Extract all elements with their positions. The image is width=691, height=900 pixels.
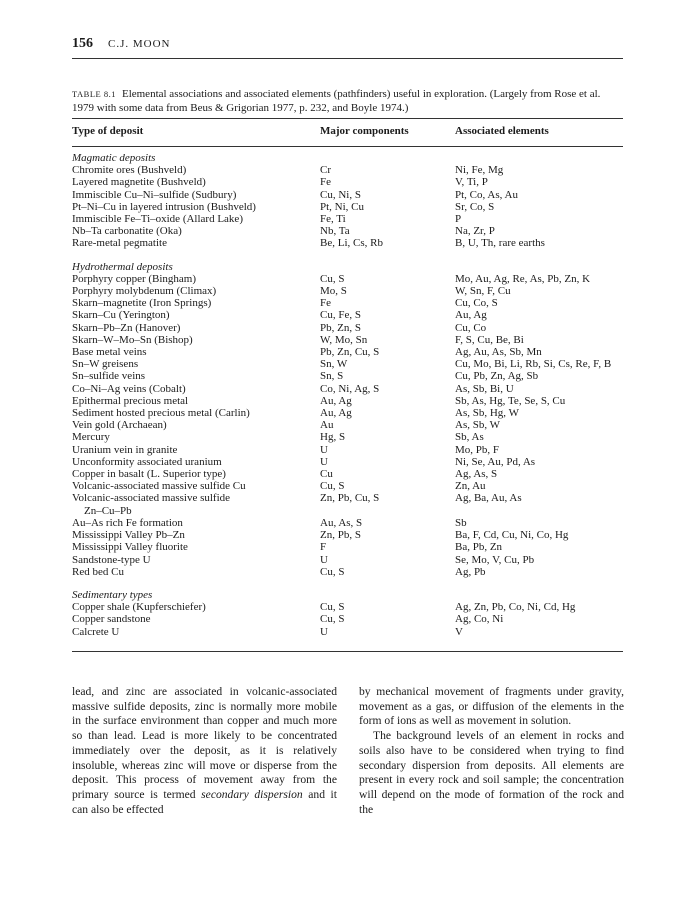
table-group xyxy=(72,152,632,250)
major-components-cell: Cu, S xyxy=(320,601,345,614)
associated-elements-cell: Se, Mo, V, Cu, Pb xyxy=(455,553,535,566)
major-components-cell: Be, Li, Cs, Rb xyxy=(320,237,383,250)
major-components-cell: Zn, Pb, S xyxy=(320,529,361,542)
associated-elements-cell: Ag, Co, Ni xyxy=(455,613,504,626)
deposit-type-cell: Immiscible Cu–Ni–sulfide (Sudbury) xyxy=(72,188,237,201)
table-row xyxy=(72,431,632,443)
table-group xyxy=(72,261,632,578)
table-row xyxy=(72,456,632,468)
group-title: Hydrothermal deposits xyxy=(72,260,173,273)
table-label: TABLE 8.1 xyxy=(72,89,116,99)
associated-elements-cell: Ag, Au, As, Sb, Mn xyxy=(455,346,542,359)
table-row xyxy=(72,529,632,541)
body-text-span: lead, and zinc are associated in volcanic-associated massive sulfide deposits, zinc is normally more mobile in the surface environment than copper and much more so than lead. Lead is more likely to be concentrated immediately over the deposit, as it is relatively insoluble, whereas zinc will move or disperse from the deposit. This process of movement away from the primary source is termed xyxy=(72,685,337,801)
associated-elements-cell: Na, Zr, P xyxy=(455,225,495,238)
table-row xyxy=(72,309,632,321)
major-components-cell: U xyxy=(320,553,328,566)
major-components-cell: Sn, S xyxy=(320,370,344,383)
deposit-type-cell: Volcanic-associated massive sulfide xyxy=(72,492,231,505)
table-row xyxy=(72,383,632,395)
deposit-type-cell: Rare-metal pegmatite xyxy=(72,237,167,250)
associated-elements-cell: Sr, Co, S xyxy=(455,200,495,213)
associated-elements-cell: V xyxy=(455,625,463,638)
associated-elements-cell: V, Ti, P xyxy=(455,176,488,189)
table-row xyxy=(72,626,632,638)
major-components-cell: Pt, Ni, Cu xyxy=(320,200,365,213)
table-row xyxy=(72,225,632,237)
deposit-type-cell: Copper sandstone xyxy=(72,613,151,626)
deposit-type-cell: Skarn–Pb–Zn (Hanover) xyxy=(72,321,181,334)
running-head: C.J. MOON xyxy=(108,38,171,50)
table-header-rule xyxy=(72,146,623,147)
deposit-type-cell: Base metal veins xyxy=(72,346,147,359)
column-header-associated: Associated elements xyxy=(455,125,549,137)
table-row xyxy=(72,213,632,225)
page-number: 156 xyxy=(72,36,93,51)
body-right-column xyxy=(359,685,624,817)
major-components-cell: Cu xyxy=(320,468,333,481)
page-header xyxy=(72,36,623,58)
major-components-cell: Au, Ag xyxy=(320,407,352,420)
deposit-type-cell: Mississippi Valley fluorite xyxy=(72,541,188,554)
deposit-type-cell: Calcrete U xyxy=(72,625,120,638)
table-row xyxy=(72,419,632,431)
table-row xyxy=(72,297,632,309)
table-row xyxy=(72,346,632,358)
table-row xyxy=(72,273,632,285)
deposit-type-cell: Epithermal precious metal xyxy=(72,394,189,407)
deposit-type-cell: Zn–Cu–Pb xyxy=(84,504,132,517)
major-components-cell: Au, Ag xyxy=(320,394,352,407)
deposit-type-cell: Skarn–magnetite (Iron Springs) xyxy=(72,297,212,310)
associated-elements-cell: Pt, Co, As, Au xyxy=(455,188,518,201)
table-row xyxy=(72,164,632,176)
body-paragraph: by mechanical movement of fragments under gravity, movement as a gas, or diffusion of the elements in the form of ions as well as movement in solution. xyxy=(359,685,624,728)
major-components-cell: Pb, Zn, Cu, S xyxy=(320,346,380,359)
major-components-cell: Fe, Ti xyxy=(320,213,346,226)
associated-elements-cell: Ag, As, S xyxy=(455,468,498,481)
table-row xyxy=(72,189,632,201)
major-components-cell: Cu, Fe, S xyxy=(320,309,361,322)
associated-elements-cell: Cu, Co, S xyxy=(455,297,498,310)
major-components-cell: Cu, S xyxy=(320,613,345,626)
major-components-cell: Co, Ni, Ag, S xyxy=(320,382,380,395)
deposit-type-cell: Pt–Ni–Cu in layered intrusion (Bushveld) xyxy=(72,200,256,213)
associated-elements-cell: Ag, Pb xyxy=(455,565,486,578)
table-row xyxy=(72,322,632,334)
table-row xyxy=(72,201,632,213)
column-header-type: Type of deposit xyxy=(72,125,144,137)
associated-elements-cell: Mo, Pb, F xyxy=(455,443,500,456)
major-components-cell: Hg, S xyxy=(320,431,346,444)
associated-elements-cell: B, U, Th, rare earths xyxy=(455,237,545,250)
group-title: Sedimentary types xyxy=(72,588,153,601)
header-rule xyxy=(72,58,623,59)
table-row xyxy=(72,358,632,370)
table-row xyxy=(72,444,632,456)
major-components-cell: Cr xyxy=(320,164,331,177)
associated-elements-cell: Zn, Au xyxy=(455,480,486,493)
table-top-rule xyxy=(72,118,623,119)
deposit-type-cell: Sn–sulfide veins xyxy=(72,370,146,383)
deposit-type-cell: Uranium vein in granite xyxy=(72,443,178,456)
associated-elements-cell: Ba, F, Cd, Cu, Ni, Co, Hg xyxy=(455,529,569,542)
associated-elements-cell: Sb xyxy=(455,516,467,529)
major-components-cell: Au xyxy=(320,419,334,432)
table-row xyxy=(72,601,632,613)
major-components-cell: W, Mo, Sn xyxy=(320,333,368,346)
associated-elements-cell: F, S, Cu, Be, Bi xyxy=(455,333,524,346)
deposit-type-cell: Layered magnetite (Bushveld) xyxy=(72,176,206,189)
major-components-cell: Mo, S xyxy=(320,285,347,298)
deposit-type-cell: Porphyry molybdenum (Climax) xyxy=(72,285,217,298)
table-row xyxy=(72,370,632,382)
deposit-type-cell: Nb–Ta carbonatite (Oka) xyxy=(72,225,182,238)
major-components-cell: U xyxy=(320,455,328,468)
associated-elements-cell: Cu, Co xyxy=(455,321,487,334)
table-row xyxy=(72,285,632,297)
associated-elements-cell: As, Sb, Bi, U xyxy=(455,382,514,395)
group-title: Magmatic deposits xyxy=(72,152,156,164)
associated-elements-cell: As, Sb, Hg, W xyxy=(455,407,519,420)
table-row xyxy=(72,176,632,188)
table-column-headers xyxy=(72,125,623,139)
deposit-type-cell: Chromite ores (Bushveld) xyxy=(72,164,187,177)
major-components-cell: Zn, Pb, Cu, S xyxy=(320,492,380,505)
deposit-type-cell: Mercury xyxy=(72,431,110,444)
table-row xyxy=(72,407,632,419)
major-components-cell: Fe xyxy=(320,297,331,310)
major-components-cell: Cu, S xyxy=(320,272,345,285)
associated-elements-cell: Cu, Pb, Zn, Ag, Sb xyxy=(455,370,539,383)
table-bottom-rule xyxy=(72,651,623,652)
caption-text: Elemental associations and associated elements (pathfinders) useful in exploration. (Largely from Rose et al. 1979 with some data from Beus & Grigorian 1977, p. 232, and Boyle 1974.) xyxy=(72,88,601,114)
deposit-type-cell: Vein gold (Archaean) xyxy=(72,419,167,432)
associated-elements-cell: Ag, Zn, Pb, Co, Ni, Cd, Hg xyxy=(455,601,576,614)
body-text-span: and it can also be effected xyxy=(72,787,338,816)
deposit-type-cell: Sandstone-type U xyxy=(72,553,151,566)
deposit-type-cell: Co–Ni–Ag veins (Cobalt) xyxy=(72,382,186,395)
associated-elements-cell: Ni, Fe, Mg xyxy=(455,164,504,177)
associated-elements-cell: P xyxy=(455,213,462,226)
deposit-type-cell: Unconformity associated uranium xyxy=(72,455,222,468)
associated-elements-cell: Sb, As xyxy=(455,431,484,444)
table-row xyxy=(72,505,632,517)
body-paragraph: The background levels of an element in rocks and soils also have to be considered when trying to find secondary dispersion from deposits. All elements are present in every rock and soil sample; the concentration will depend on the mode of formation of the rock and the xyxy=(359,729,624,816)
body-left-column xyxy=(72,685,337,817)
table-group xyxy=(72,589,632,638)
table-row xyxy=(72,517,632,529)
table-body xyxy=(72,152,632,649)
major-components-cell: Cu, S xyxy=(320,480,345,493)
deposit-type-cell: Sn–W greisens xyxy=(72,358,139,371)
associated-elements-cell: As, Sb, W xyxy=(455,419,501,432)
major-components-cell: Cu, S xyxy=(320,565,345,578)
associated-elements-cell: Mo, Au, Ag, Re, As, Pb, Zn, K xyxy=(455,272,591,285)
deposit-type-cell: Copper in basalt (L. Superior type) xyxy=(72,468,226,481)
deposit-type-cell: Porphyry copper (Bingham) xyxy=(72,272,197,285)
deposit-type-cell: Sediment hosted precious metal (Carlin) xyxy=(72,407,250,420)
table-row xyxy=(72,566,632,578)
table-row xyxy=(72,613,632,625)
deposit-type-cell: Copper shale (Kupferschiefer) xyxy=(72,601,206,614)
table-row xyxy=(72,541,632,553)
column-header-major: Major components xyxy=(320,125,409,137)
table-row xyxy=(72,395,632,407)
table-row xyxy=(72,468,632,480)
major-components-cell: Sn, W xyxy=(320,358,348,371)
deposit-type-cell: Red bed Cu xyxy=(72,565,124,578)
table-row xyxy=(72,334,632,346)
deposit-type-cell: Skarn–Cu (Yerington) xyxy=(72,309,170,322)
major-components-cell: U xyxy=(320,625,328,638)
table-row xyxy=(72,480,632,492)
major-components-cell: F xyxy=(320,541,327,554)
deposit-type-cell: Au–As rich Fe formation xyxy=(72,516,183,529)
table-row xyxy=(72,237,632,249)
table-caption xyxy=(72,87,623,115)
deposit-type-cell: Volcanic-associated massive sulfide Cu xyxy=(72,480,246,493)
associated-elements-cell: W, Sn, F, Cu xyxy=(455,285,511,298)
associated-elements-cell: Ag, Ba, Au, As xyxy=(455,492,522,505)
body-paragraph xyxy=(72,685,337,817)
associated-elements-cell: Ba, Pb, Zn xyxy=(455,541,503,554)
associated-elements-cell: Cu, Mo, Bi, Li, Rb, Si, Cs, Re, F, B xyxy=(455,358,612,371)
major-components-cell: Pb, Zn, S xyxy=(320,321,361,334)
body-italic-term: secondary dispersion xyxy=(201,787,303,801)
associated-elements-cell: Ni, Se, Au, Pd, As xyxy=(455,455,536,468)
table-row xyxy=(72,554,632,566)
deposit-type-cell: Mississippi Valley Pb–Zn xyxy=(72,529,185,542)
associated-elements-cell: Au, Ag xyxy=(455,309,487,322)
major-components-cell: Nb, Ta xyxy=(320,225,350,238)
deposit-type-cell: Skarn–W–Mo–Sn (Bishop) xyxy=(72,333,193,346)
major-components-cell: Fe xyxy=(320,176,331,189)
major-components-cell: U xyxy=(320,443,328,456)
major-components-cell: Cu, Ni, S xyxy=(320,188,361,201)
major-components-cell: Au, As, S xyxy=(320,516,363,529)
deposit-type-cell: Immiscible Fe–Ti–oxide (Allard Lake) xyxy=(72,213,243,226)
table-row xyxy=(72,492,632,504)
associated-elements-cell: Sb, As, Hg, Te, Se, S, Cu xyxy=(455,394,566,407)
